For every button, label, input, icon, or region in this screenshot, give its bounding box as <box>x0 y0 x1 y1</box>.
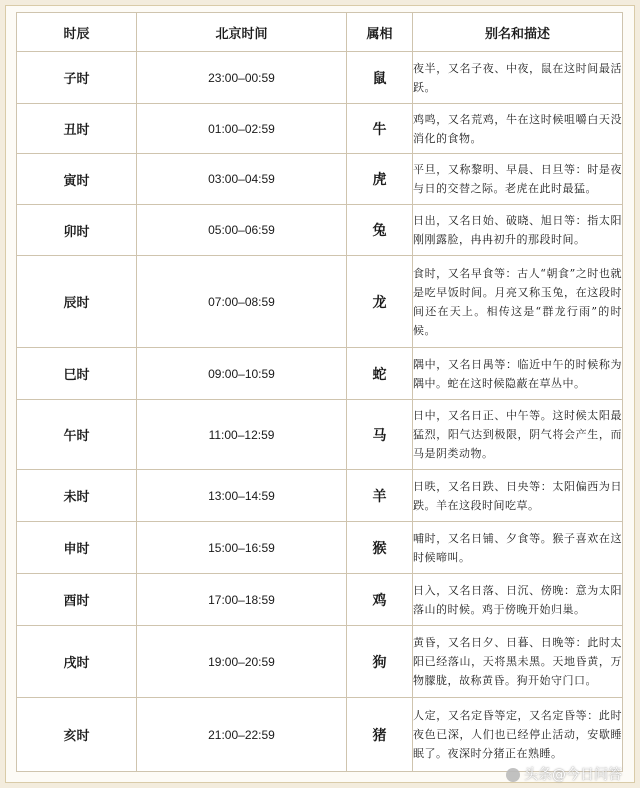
table-row <box>17 205 623 256</box>
header-shichen: 时辰 <box>17 13 137 52</box>
header-zodiac: 属相 <box>347 13 413 52</box>
cell-beijing-time: 15:00–16:59 <box>137 522 347 574</box>
cell-zodiac: 鼠 <box>347 52 413 104</box>
cell-description: 日出，又名日始、破晓、旭日等：指太阳刚刚露脸，冉冉初升的那段时间。 <box>413 205 623 256</box>
cell-beijing-time: 05:00–06:59 <box>137 205 347 256</box>
cell-description: 日中，又名日正、中午等。这时候太阳最猛烈，阳气达到极限，阴气将会产生，而马是阴类动物。 <box>413 400 623 470</box>
cell-beijing-time: 01:00–02:59 <box>137 104 347 154</box>
cell-beijing-time: 07:00–08:59 <box>137 256 347 348</box>
table-row <box>17 626 623 698</box>
cell-description: 日入，又名日落、日沉、傍晚：意为太阳落山的时候。鸡于傍晚开始归巢。 <box>413 574 623 626</box>
cell-shichen: 寅时 <box>17 154 137 205</box>
cell-zodiac: 猪 <box>347 698 413 772</box>
table-row <box>17 154 623 205</box>
cell-zodiac: 鸡 <box>347 574 413 626</box>
cell-description: 人定，又名定昏等定，又名定昏等：此时夜色已深，人们也已经停止活动，安歇睡眠了。夜深时分猪正在熟睡。 <box>413 698 623 772</box>
table-row <box>17 470 623 522</box>
table-body <box>17 52 623 772</box>
cell-beijing-time: 03:00–04:59 <box>137 154 347 205</box>
header-alias-description: 别名和描述 <box>413 13 623 52</box>
cell-zodiac: 马 <box>347 400 413 470</box>
watermark-text: 头条@今日问答 <box>524 767 622 783</box>
cell-zodiac: 蛇 <box>347 348 413 400</box>
cell-shichen: 戌时 <box>17 626 137 698</box>
cell-beijing-time: 19:00–20:59 <box>137 626 347 698</box>
table-row <box>17 400 623 470</box>
table-row <box>17 256 623 348</box>
cell-shichen: 巳时 <box>17 348 137 400</box>
cell-shichen: 子时 <box>17 52 137 104</box>
cell-description: 平旦，又称黎明、早晨、日旦等：时是夜与日的交替之际。老虎在此时最猛。 <box>413 154 623 205</box>
cell-description: 日昳，又名日跌、日央等：太阳偏西为日跌。羊在这段时间吃草。 <box>413 470 623 522</box>
cell-description: 鸡鸣，又名荒鸡，牛在这时候咀嚼白天没消化的食物。 <box>413 104 623 154</box>
cell-shichen: 未时 <box>17 470 137 522</box>
table-row <box>17 348 623 400</box>
cell-beijing-time: 21:00–22:59 <box>137 698 347 772</box>
table-row <box>17 52 623 104</box>
cell-description: 食时，又名早食等：古人“朝食”之时也就是吃早饭时间。月亮又称玉兔，在这段时间还在天上。相传这是“群龙行雨”的时候。 <box>413 256 623 348</box>
cell-shichen: 丑时 <box>17 104 137 154</box>
cell-shichen: 亥时 <box>17 698 137 772</box>
table-row <box>17 574 623 626</box>
cell-zodiac: 狗 <box>347 626 413 698</box>
cell-shichen: 卯时 <box>17 205 137 256</box>
cell-shichen: 午时 <box>17 400 137 470</box>
watermark <box>506 764 622 784</box>
table-row <box>17 698 623 772</box>
cell-shichen: 辰时 <box>17 256 137 348</box>
cell-description: 隅中，又名日禺等：临近中午的时候称为隅中。蛇在这时候隐蔽在草丛中。 <box>413 348 623 400</box>
cell-description: 夜半，又名子夜、中夜，鼠在这时间最活跃。 <box>413 52 623 104</box>
toutiao-logo-icon <box>506 768 520 782</box>
cell-zodiac: 牛 <box>347 104 413 154</box>
shichen-table <box>16 12 623 772</box>
cell-zodiac: 猴 <box>347 522 413 574</box>
cell-shichen: 申时 <box>17 522 137 574</box>
cell-zodiac: 羊 <box>347 470 413 522</box>
cell-beijing-time: 11:00–12:59 <box>137 400 347 470</box>
header-beijing-time: 北京时间 <box>137 13 347 52</box>
cell-zodiac: 虎 <box>347 154 413 205</box>
cell-description: 哺时，又名日铺、夕食等。猴子喜欢在这时候啼叫。 <box>413 522 623 574</box>
cell-beijing-time: 23:00–00:59 <box>137 52 347 104</box>
cell-zodiac: 兔 <box>347 205 413 256</box>
cell-beijing-time: 17:00–18:59 <box>137 574 347 626</box>
table-row <box>17 104 623 154</box>
cell-beijing-time: 13:00–14:59 <box>137 470 347 522</box>
cell-beijing-time: 09:00–10:59 <box>137 348 347 400</box>
cell-description: 黄昏，又名日夕、日暮、日晚等：此时太阳已经落山，天将黑未黑。天地昏黄，万物朦胧，故称黄昏。狗开始守门口。 <box>413 626 623 698</box>
cell-zodiac: 龙 <box>347 256 413 348</box>
cell-shichen: 酉时 <box>17 574 137 626</box>
table-header-row <box>17 13 623 52</box>
table-row <box>17 522 623 574</box>
